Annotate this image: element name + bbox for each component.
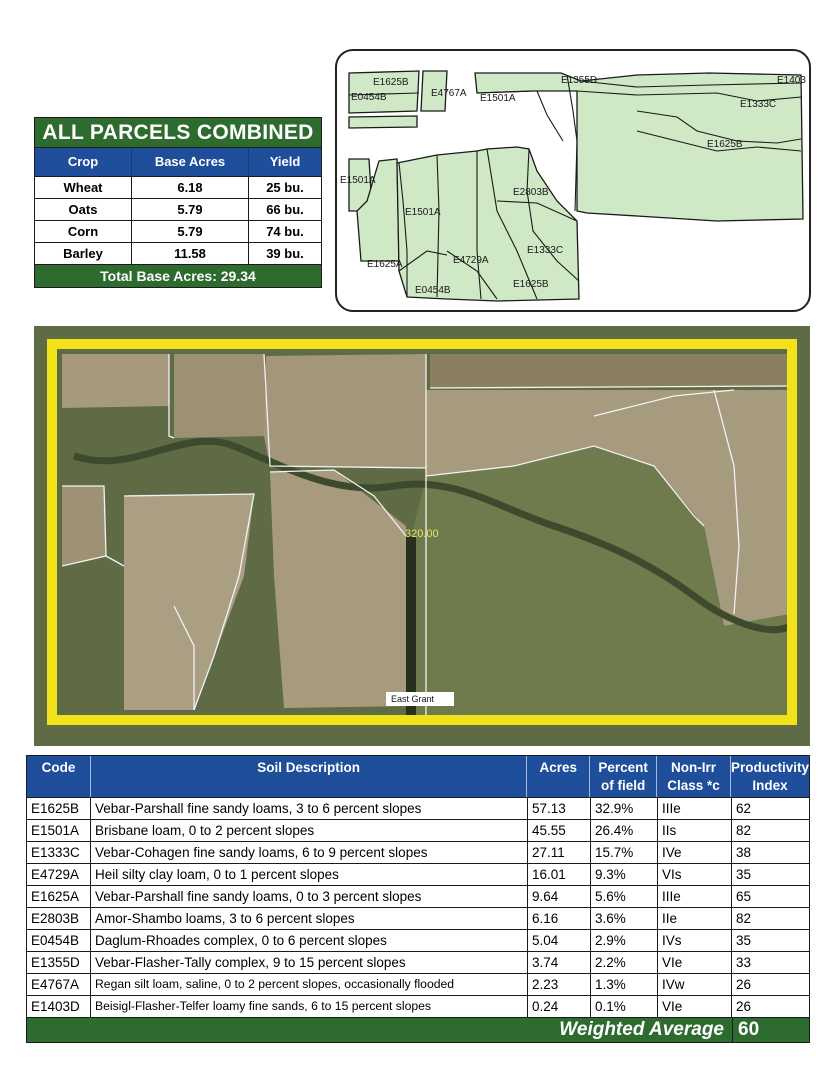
acres-cell: 16.01: [528, 864, 591, 885]
table-row: [27, 797, 809, 819]
class-cell: IVs: [658, 930, 732, 951]
soil-label: E1625B: [513, 279, 549, 290]
code-cell: E2803B: [27, 908, 91, 929]
aerial-photo: [34, 326, 810, 746]
table-row: [27, 907, 809, 929]
soil-label: E0454B: [415, 285, 451, 296]
description-cell: Heil silty clay loam, 0 to 1 percent slopes: [91, 864, 528, 885]
class-cell: IVw: [658, 974, 732, 995]
total-base-acres: Total Base Acres: 29.34: [35, 264, 321, 287]
acres-cell: 9.64: [528, 886, 591, 907]
header-class: [657, 756, 731, 797]
soil-label: E1625A: [367, 259, 403, 270]
index-cell: 82: [736, 911, 752, 926]
crop-cell: Corn: [35, 221, 132, 242]
acres-cell: 45.55: [528, 820, 591, 841]
index-cell: 62: [736, 801, 752, 816]
header-productivity: [731, 756, 809, 797]
crop-field: [62, 354, 169, 408]
tree-line: [406, 536, 416, 718]
table-row: [35, 176, 321, 198]
index-cell: 35: [736, 933, 752, 948]
index-cell: 26: [736, 999, 752, 1014]
header-base-acres: Base Acres: [132, 148, 249, 176]
class-cell: VIe: [658, 996, 732, 1017]
header-yield: Yield: [269, 154, 301, 169]
header-productivity-line1: Productivity: [730, 760, 809, 775]
crop-field: [430, 354, 792, 388]
description-cell: Daglum-Rhoades complex, 0 to 6 percent slopes: [91, 930, 528, 951]
acres-cell: 11.58: [132, 243, 249, 264]
description-cell: Vebar-Flasher-Tally complex, 9 to 15 percent slopes: [91, 952, 528, 973]
percent-cell: 26.4%: [591, 820, 658, 841]
soil-label: E0454B: [351, 92, 387, 103]
percent-cell: 15.7%: [591, 842, 658, 863]
crop-cell: Oats: [35, 199, 132, 220]
class-cell: IIIe: [658, 798, 732, 819]
soil-label: E1403: [777, 75, 806, 86]
table-row: [27, 973, 809, 995]
class-cell: VIe: [658, 952, 732, 973]
table-row: [27, 995, 809, 1017]
header-class-line2: Class *c: [667, 778, 720, 793]
acres-cell: 3.74: [528, 952, 591, 973]
code-cell: E4729A: [27, 864, 91, 885]
code-cell: E1403D: [27, 996, 91, 1017]
acres-cell: 27.11: [528, 842, 591, 863]
acres-cell: 2.23: [528, 974, 591, 995]
code-cell: E0454B: [27, 930, 91, 951]
index-cell: 38: [736, 845, 752, 860]
percent-cell: 32.9%: [591, 798, 658, 819]
table-row: [35, 220, 321, 242]
soil-polygon: [349, 116, 417, 128]
header-code: Code: [27, 756, 91, 797]
soil-label: E4767A: [431, 88, 467, 99]
description-cell: Vebar-Cohagen fine sandy loams, 6 to 9 percent slopes: [91, 842, 528, 863]
description-cell: Amor-Shambo loams, 3 to 6 percent slopes: [91, 908, 528, 929]
soil-table: [26, 755, 810, 1043]
acres-cell: 5.79: [132, 199, 249, 220]
soil-label: E1501A: [405, 207, 441, 218]
index-cell: 82: [736, 823, 752, 838]
acres-cell: 57.13: [528, 798, 591, 819]
header-acres: Acres: [527, 756, 590, 797]
yield-cell: 39 bu.: [266, 246, 304, 261]
yield-cell: 74 bu.: [266, 224, 304, 239]
table-row: [27, 951, 809, 973]
description-cell: Vebar-Parshall fine sandy loams, 3 to 6 percent slopes: [91, 798, 528, 819]
crop-cell: Barley: [35, 243, 132, 264]
acres-cell: 0.24: [528, 996, 591, 1017]
soil-label: E1355D: [561, 75, 598, 86]
percent-cell: 2.9%: [591, 930, 658, 951]
yield-cell: 25 bu.: [266, 180, 304, 195]
soil-label: E1625B: [707, 139, 743, 150]
table-row: [27, 841, 809, 863]
header-soil-description: Soil Description: [91, 756, 527, 797]
soil-label: E1333C: [527, 245, 564, 256]
percent-cell: 9.3%: [591, 864, 658, 885]
code-cell: E1333C: [27, 842, 91, 863]
header-percent-line2: of field: [601, 778, 646, 793]
percent-cell: 2.2%: [591, 952, 658, 973]
acreage-label: 320.00: [405, 528, 439, 540]
percent-cell: 3.6%: [591, 908, 658, 929]
header-productivity-line2: Index: [752, 778, 788, 793]
parcels-title: ALL PARCELS COMBINED: [35, 118, 321, 147]
parcels-header-row: [35, 147, 321, 176]
class-cell: IIe: [658, 908, 732, 929]
class-cell: VIs: [658, 864, 732, 885]
index-cell: 35: [736, 867, 752, 882]
table-row: [35, 242, 321, 264]
soil-table-header: [27, 756, 809, 797]
acres-cell: 6.18: [132, 177, 249, 198]
percent-cell: 1.3%: [591, 974, 658, 995]
acres-cell: 5.04: [528, 930, 591, 951]
description-cell: Vebar-Parshall fine sandy loams, 0 to 3 percent slopes: [91, 886, 528, 907]
soil-label: E2803B: [513, 187, 549, 198]
soil-map: [335, 49, 811, 312]
header-percent-line1: Percent: [598, 760, 648, 775]
code-cell: E1625A: [27, 886, 91, 907]
weighted-average-label: Weighted Average: [559, 1019, 724, 1040]
crop-field: [62, 486, 106, 566]
code-cell: E1501A: [27, 820, 91, 841]
code-cell: E1625B: [27, 798, 91, 819]
weighted-average-row: [27, 1017, 809, 1042]
class-cell: IIIe: [658, 886, 732, 907]
acres-cell: 6.16: [528, 908, 591, 929]
crop-cell: Wheat: [35, 177, 132, 198]
table-row: [27, 819, 809, 841]
soil-label: E1333C: [740, 99, 777, 110]
table-row: [27, 863, 809, 885]
header-class-line1: Non-Irr: [671, 760, 717, 775]
table-row: [27, 885, 809, 907]
percent-cell: 5.6%: [591, 886, 658, 907]
class-cell: IVe: [658, 842, 732, 863]
index-cell: 33: [736, 955, 752, 970]
description-cell: Beisigl-Flasher-Telfer loamy fine sands, 6 to 15 percent slopes: [91, 996, 528, 1017]
index-cell: 65: [736, 889, 752, 904]
road-label: East Grant: [391, 694, 435, 704]
description-cell: Regan silt loam, saline, 0 to 2 percent slopes, occasionally flooded: [91, 974, 528, 995]
soil-label: E1625B: [373, 77, 409, 88]
index-cell: 26: [736, 977, 752, 992]
class-cell: IIs: [658, 820, 732, 841]
code-cell: E1355D: [27, 952, 91, 973]
aerial-drawing: [34, 326, 810, 746]
table-row: [35, 198, 321, 220]
soil-label: E4729A: [453, 255, 489, 266]
soil-map-drawing: [337, 51, 811, 312]
yield-cell: 66 bu.: [266, 202, 304, 217]
header-crop: Crop: [35, 148, 132, 176]
code-cell: E4767A: [27, 974, 91, 995]
acres-cell: 5.79: [132, 221, 249, 242]
percent-cell: 0.1%: [591, 996, 658, 1017]
crop-field: [264, 354, 426, 468]
table-row: [27, 929, 809, 951]
soil-label: E1501A: [480, 93, 516, 104]
description-cell: Brisbane loam, 0 to 2 percent slopes: [91, 820, 528, 841]
parcels-summary-table: [34, 117, 322, 288]
header-percent: [590, 756, 657, 797]
weighted-average-value: 60: [732, 1018, 809, 1042]
soil-label: E1501A: [340, 175, 376, 186]
soil-polygon: [397, 147, 579, 301]
crop-field: [174, 354, 266, 438]
